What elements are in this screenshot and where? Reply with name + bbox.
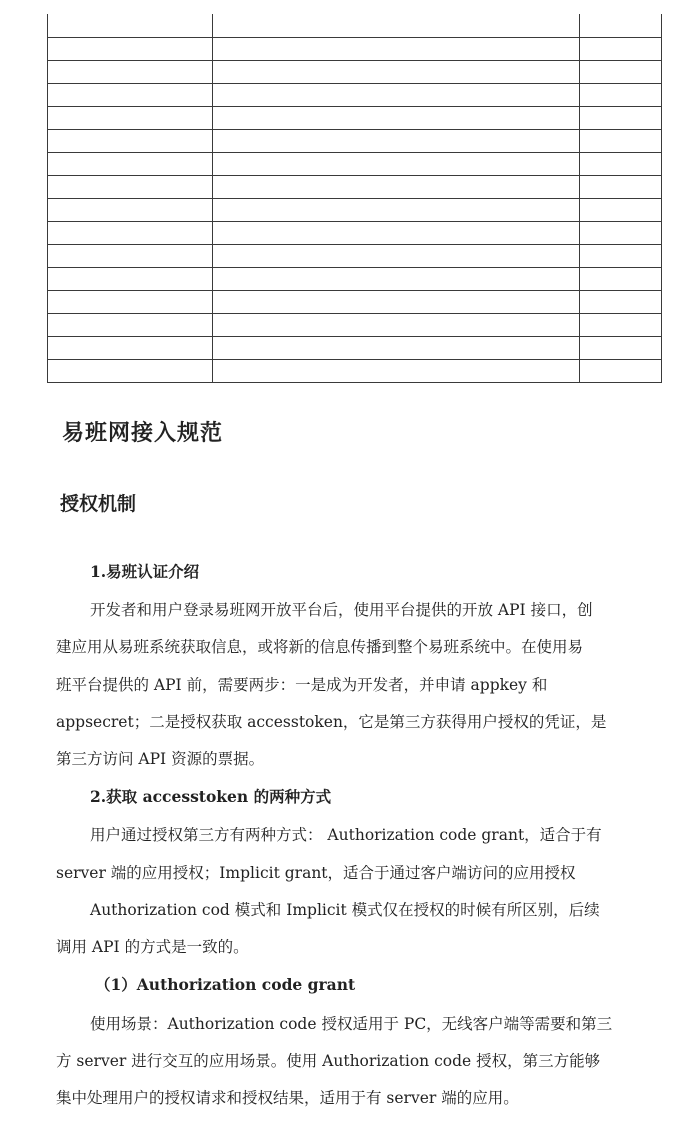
table-cell [48, 359, 213, 382]
table-row [48, 175, 662, 198]
paragraph-line: Authorization cod 模式和 Implicit 模式仅在授权的时候有所区别，后续 [90, 901, 600, 919]
table-cell [580, 359, 662, 382]
table-cell [48, 175, 213, 198]
table-cell [48, 37, 213, 60]
table-cell [48, 267, 213, 290]
table-cell [580, 83, 662, 106]
table-cell [580, 313, 662, 336]
table-cell [580, 336, 662, 359]
table-row [48, 14, 662, 37]
table-cell [213, 267, 580, 290]
table-cell [580, 14, 662, 37]
table-cell [48, 198, 213, 221]
table-row [48, 37, 662, 60]
table-cell [48, 83, 213, 106]
table-row [48, 336, 662, 359]
table-row [48, 83, 662, 106]
table-cell [213, 198, 580, 221]
table-cell [580, 198, 662, 221]
table-cell [213, 60, 580, 83]
table-cell [213, 175, 580, 198]
table-cell [580, 221, 662, 244]
paragraph-line: 用户通过授权第三方有两种方式： Authorization code grant，适合于有 [90, 826, 602, 844]
table-cell [213, 106, 580, 129]
table-cell [580, 267, 662, 290]
table-cell [580, 175, 662, 198]
table-cell [213, 336, 580, 359]
table-row [48, 359, 662, 382]
paragraph-line: 建应用从易班系统获取信息，或将新的信息传播到整个易班系统中。在使用易 [56, 638, 584, 656]
paragraph-line: 班平台提供的 API 前，需要两步：一是成为开发者，并申请 appkey 和 [56, 676, 548, 694]
table-row [48, 60, 662, 83]
table-cell [213, 37, 580, 60]
table-cell [580, 290, 662, 313]
table-cell [48, 244, 213, 267]
table-row [48, 313, 662, 336]
paragraph-line: 使用场景：Authorization code 授权适用于 PC，无线客户端等需要和第三 [90, 1015, 613, 1033]
paragraph-line: 开发者和用户登录易班网开放平台后，使用平台提供的开放 API 接口，创 [90, 601, 593, 619]
data-table [47, 14, 662, 383]
subsection-heading-1: 1.易班认证介绍 [90, 562, 200, 581]
table-row [48, 267, 662, 290]
table-cell [213, 14, 580, 37]
table-cell [48, 313, 213, 336]
table-cell [213, 290, 580, 313]
table-cell [213, 359, 580, 382]
table-cell [213, 152, 580, 175]
table-cell [48, 14, 213, 37]
table-cell [580, 37, 662, 60]
table-cell [580, 60, 662, 83]
paragraph-line: 方 server 进行交互的应用场景。使用 Authorization code 授权，第三方能够 [56, 1052, 601, 1070]
paragraph-line: 调用 API 的方式是一致的。 [56, 938, 249, 956]
table-cell [48, 106, 213, 129]
table-cell [48, 60, 213, 83]
paragraph-line: server 端的应用授权；Implicit grant，适合于通过客户端访问的应用授权 [56, 864, 576, 882]
page-title: 易班网接入规范 [62, 420, 224, 446]
table-cell [213, 313, 580, 336]
table-cell [213, 221, 580, 244]
section-heading: 授权机制 [60, 493, 137, 515]
table-row [48, 244, 662, 267]
table-row [48, 129, 662, 152]
table-cell [580, 129, 662, 152]
table-row [48, 152, 662, 175]
table-row [48, 290, 662, 313]
subsection-heading-3: （1）Authorization code grant [95, 975, 356, 994]
paragraph-line: appsecret；二是授权获取 accesstoken，它是第三方获得用户授权的凭证，是 [56, 713, 607, 731]
table-cell [580, 152, 662, 175]
table-cell [48, 152, 213, 175]
table-cell [213, 244, 580, 267]
table-row [48, 198, 662, 221]
table-body [48, 14, 662, 383]
table-cell [213, 129, 580, 152]
table-cell [48, 129, 213, 152]
subsection-heading-2: 2.获取 accesstoken 的两种方式 [90, 787, 332, 806]
table-cell [48, 221, 213, 244]
table-row [48, 106, 662, 129]
table-cell [48, 336, 213, 359]
table-cell [580, 244, 662, 267]
table-cell [580, 106, 662, 129]
paragraph-line: 第三方访问 API 资源的票据。 [56, 750, 265, 768]
table-row [48, 221, 662, 244]
table-cell [48, 290, 213, 313]
paragraph-line: 集中处理用户的授权请求和授权结果，适用于有 server 端的应用。 [56, 1089, 519, 1107]
table-cell [213, 83, 580, 106]
